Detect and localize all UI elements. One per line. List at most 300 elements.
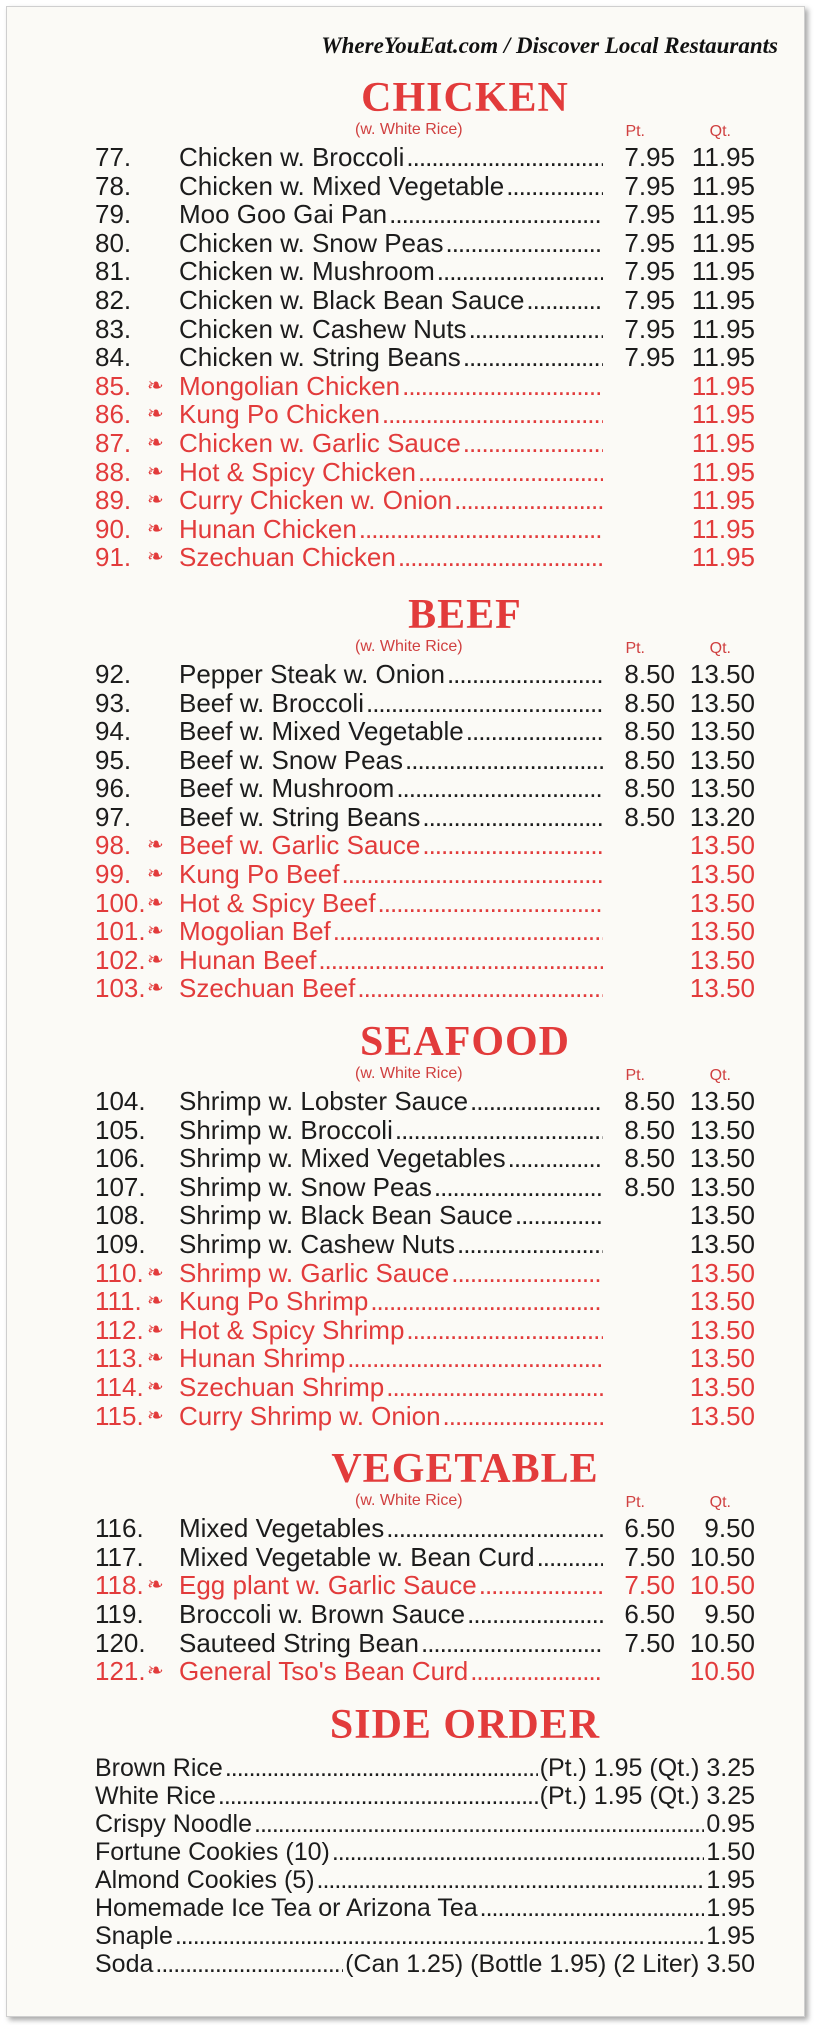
item-name: Almond Cookies (5)	[95, 1865, 315, 1894]
menu-item	[95, 1600, 755, 1629]
leader-dots	[406, 143, 603, 172]
chili-pepper-icon: ❧	[147, 489, 164, 512]
section-title: CHICKEN	[361, 75, 569, 121]
item-price: (Pt.) 1.95 (Qt.) 3.25	[539, 1781, 755, 1810]
leader-dots	[359, 515, 603, 544]
leader-dots	[402, 372, 603, 401]
leader-dots	[463, 343, 603, 372]
leader-dots	[422, 831, 603, 860]
item-number	[95, 974, 179, 1003]
quart-price: 11.95	[691, 199, 755, 230]
item-name: Beef w. String Beans	[179, 801, 421, 832]
quart-price: 11.95	[691, 513, 755, 544]
vegetable-section	[95, 1446, 755, 1686]
quart-price: 10.50	[689, 1541, 755, 1572]
item-number-text: 103.	[95, 973, 146, 1004]
item-name: Mixed Vegetable w. Bean Curd	[179, 1541, 535, 1572]
item-number-text: 85.	[95, 370, 132, 401]
leader-dots	[480, 1894, 705, 1922]
menu-item	[95, 1316, 755, 1345]
leader-dots	[418, 458, 603, 487]
item-name: Szechuan Beef	[179, 973, 356, 1004]
leader-dots	[466, 717, 603, 746]
side-order-item	[95, 1782, 755, 1810]
quart-price: 13.50	[689, 1143, 755, 1174]
quart-price: 13.50	[689, 1171, 755, 1202]
item-number	[95, 774, 179, 803]
item-name: Pepper Steak w. Onion	[179, 658, 445, 689]
leader-dots	[386, 1514, 603, 1543]
side-order-item	[95, 1922, 755, 1950]
menu-item	[95, 515, 755, 544]
beef-section	[95, 592, 755, 1003]
section-spacer	[95, 1686, 755, 1702]
section-subheader	[95, 1065, 755, 1087]
leader-dots	[395, 1116, 603, 1145]
item-number-text: 87.	[95, 427, 132, 458]
quart-price: 13.20	[689, 801, 755, 832]
item-number-text: 104.	[95, 1086, 146, 1117]
item-number-text: 88.	[95, 456, 132, 487]
menu-item	[95, 143, 755, 172]
quart-price: 13.50	[689, 773, 755, 804]
menu-item	[95, 543, 755, 572]
item-number-text: 80.	[95, 227, 132, 258]
item-number-text: 120.	[95, 1627, 146, 1658]
item-number-text: 91.	[95, 542, 132, 573]
side-order-item	[95, 1894, 755, 1922]
item-name: Beef w. Snow Peas	[179, 744, 404, 775]
item-name: Moo Goo Gai Pan	[179, 199, 388, 230]
chili-pepper-icon: ❧	[147, 1318, 164, 1341]
item-number	[95, 660, 179, 689]
item-number	[95, 1629, 179, 1658]
pint-column-label: Pt.	[625, 123, 645, 140]
menu-item	[95, 1571, 755, 1600]
menu-item	[95, 1230, 755, 1259]
leader-dots	[333, 917, 603, 946]
leader-dots	[537, 1543, 603, 1572]
side-order-item	[95, 1866, 755, 1894]
item-name: Beef w. Mixed Vegetable	[179, 716, 464, 747]
item-number	[95, 1230, 179, 1259]
menu-item	[95, 1087, 755, 1116]
item-number-text: 95.	[95, 744, 132, 775]
leader-dots	[225, 1754, 538, 1782]
quart-price: 13.50	[689, 658, 755, 689]
menu-item	[95, 429, 755, 458]
item-number	[95, 315, 179, 344]
item-name: Hot & Spicy Chicken	[179, 456, 416, 487]
item-name: Fortune Cookies (10)	[95, 1837, 330, 1866]
section-note: (w. White Rice)	[355, 121, 463, 138]
item-name: Szechuan Chicken	[179, 542, 396, 573]
item-name: Hot & Spicy Beef	[179, 887, 376, 918]
item-name: Chicken w. Black Bean Sauce	[179, 284, 525, 315]
menu-item	[95, 372, 755, 401]
quart-column-label: Qt.	[709, 1494, 731, 1512]
section-title: SIDE ORDER	[329, 1701, 601, 1748]
quart-price: 11.95	[691, 542, 755, 573]
item-number-text: 107.	[95, 1171, 146, 1202]
item-number	[95, 543, 179, 572]
pint-price: 7.95	[624, 227, 675, 258]
item-number	[95, 172, 179, 201]
leader-dots	[443, 1402, 603, 1431]
quart-price: 11.95	[691, 399, 755, 430]
item-name: Hot & Spicy Shrimp	[179, 1314, 405, 1345]
leader-dots	[451, 1259, 603, 1288]
item-name: Chicken w. Snow Peas	[179, 227, 444, 258]
item-number	[95, 1514, 179, 1543]
chili-pepper-icon: ❧	[147, 1290, 164, 1313]
item-name: Shrimp w. Snow Peas	[179, 1171, 432, 1202]
item-number-text: 113.	[95, 1343, 144, 1374]
quart-price: 13.50	[689, 916, 755, 947]
item-number-text: 102.	[95, 944, 146, 975]
quart-column-label: Qt.	[709, 1067, 731, 1085]
item-price: 0.95	[706, 1809, 755, 1838]
item-name: Curry Chicken w. Onion	[179, 485, 453, 516]
quart-price: 13.50	[689, 1200, 755, 1231]
item-number	[95, 860, 179, 889]
leader-dots	[515, 1201, 603, 1230]
menu-content	[95, 75, 755, 1978]
menu-item	[95, 1259, 755, 1288]
item-name: Chicken w. String Beans	[179, 342, 461, 373]
item-number-text: 109.	[95, 1229, 146, 1259]
item-name: Shrimp w. Cashew Nuts	[179, 1229, 455, 1259]
quart-price: 13.50	[689, 1371, 755, 1402]
menu-item	[95, 1657, 755, 1686]
menu-item	[95, 689, 755, 718]
chili-pepper-icon: ❧	[147, 546, 164, 569]
item-number	[95, 1173, 179, 1202]
item-number	[95, 143, 179, 172]
leader-dots	[479, 1571, 603, 1600]
item-name: Broccoli w. Brown Sauce	[179, 1598, 466, 1629]
leader-dots	[469, 315, 603, 344]
quart-price: 13.50	[689, 1286, 755, 1317]
item-number-text: 116.	[95, 1513, 144, 1544]
pint-price: 8.50	[624, 687, 675, 718]
site-banner[interactable]: WhereYouEat.com / Discover Local Restaurants	[321, 33, 778, 58]
quart-price: 13.50	[689, 944, 755, 975]
quart-price: 13.50	[689, 1086, 755, 1117]
quart-price: 10.50	[689, 1627, 755, 1658]
quart-price: 10.50	[689, 1570, 755, 1601]
menu-item	[95, 774, 755, 803]
section-title: VEGETABLE	[331, 1446, 599, 1493]
item-number	[95, 1316, 179, 1345]
quart-price: 13.50	[689, 1114, 755, 1145]
quart-price: 10.50	[689, 1656, 755, 1687]
pint-price: 8.50	[624, 1143, 675, 1174]
menu-item	[95, 660, 755, 689]
leader-dots	[457, 1230, 603, 1259]
item-number-text: 90.	[95, 513, 132, 544]
pint-price: 7.95	[624, 170, 675, 201]
section-spacer	[95, 1430, 755, 1446]
chili-pepper-icon: ❧	[147, 920, 164, 943]
quart-price: 11.95	[691, 370, 755, 401]
menu-item	[95, 400, 755, 429]
pint-price: 8.50	[624, 1086, 675, 1117]
section-subheader	[95, 121, 755, 143]
leader-dots	[470, 1087, 603, 1116]
item-name: Beef w. Garlic Sauce	[179, 830, 421, 861]
pint-price: 7.50	[624, 1627, 675, 1658]
item-number-text: 79.	[95, 199, 132, 230]
menu-item	[95, 860, 755, 889]
item-name: Beef w. Mushroom	[179, 773, 395, 804]
item-number-text: 83.	[95, 313, 132, 344]
pint-column-label: Pt.	[625, 639, 645, 657]
quart-price: 13.50	[689, 859, 755, 890]
item-number-text: 97.	[95, 801, 132, 832]
item-number-text: 118.	[95, 1570, 144, 1601]
menu-item	[95, 172, 755, 201]
item-number	[95, 286, 179, 315]
leader-dots	[386, 1373, 603, 1402]
leader-dots	[406, 1316, 603, 1345]
chili-pepper-icon: ❧	[147, 948, 164, 971]
chili-pepper-icon: ❧	[147, 1261, 164, 1284]
item-number-text: 94.	[95, 716, 132, 747]
item-number	[95, 400, 179, 429]
section-subheader	[95, 638, 755, 660]
quart-price: 11.95	[691, 256, 755, 287]
leader-dots	[366, 689, 603, 718]
section-spacer	[95, 572, 755, 592]
menu-item	[95, 1116, 755, 1145]
item-name: Chicken w. Cashew Nuts	[179, 313, 467, 344]
quart-price: 11.95	[691, 427, 755, 458]
chili-pepper-icon: ❧	[147, 1347, 164, 1370]
quart-price: 13.50	[689, 716, 755, 747]
item-name: Chicken w. Garlic Sauce	[179, 427, 461, 458]
pint-price: 7.95	[624, 342, 675, 373]
item-number-text: 111.	[95, 1286, 142, 1317]
item-price: (Pt.) 1.95 (Qt.) 3.25	[539, 1753, 755, 1782]
seafood-section	[95, 1019, 755, 1430]
leader-dots	[422, 803, 603, 832]
menu-item	[95, 1344, 755, 1373]
menu-item	[95, 229, 755, 258]
pint-price: 7.50	[624, 1570, 675, 1601]
item-number-text: 121.	[95, 1656, 146, 1687]
leader-dots	[155, 1950, 343, 1978]
item-price: (Can 1.25) (Bottle 1.95) (2 Liter) 3.50	[345, 1949, 755, 1978]
quart-column-label: Qt.	[709, 639, 731, 657]
item-number	[95, 429, 179, 458]
chili-pepper-icon: ❧	[147, 1375, 164, 1398]
leader-dots	[347, 1344, 603, 1373]
menu-item	[95, 1173, 755, 1202]
item-name: Hunan Beef	[179, 944, 317, 975]
item-name: Kung Po Beef	[179, 859, 340, 890]
item-name: Homemade Ice Tea or Arizona Tea	[95, 1893, 478, 1922]
pint-price: 7.95	[624, 313, 675, 344]
item-name: Egg plant w. Garlic Sauce	[179, 1570, 477, 1601]
leader-dots	[378, 889, 603, 918]
pint-column-label: Pt.	[625, 1067, 645, 1085]
side-order-list	[95, 1754, 755, 1978]
menu-item	[95, 1144, 755, 1173]
item-number	[95, 831, 179, 860]
section-spacer	[95, 1003, 755, 1019]
menu-item	[95, 717, 755, 746]
leader-dots	[467, 1600, 603, 1629]
leader-dots	[396, 774, 603, 803]
quart-price: 11.95	[691, 284, 755, 315]
item-price: 1.95	[706, 1921, 755, 1950]
leader-dots	[506, 172, 603, 201]
side-order-item	[95, 1950, 755, 1978]
item-name: Kung Po Chicken	[179, 399, 380, 430]
item-number	[95, 1344, 179, 1373]
chili-pepper-icon: ❧	[147, 374, 164, 397]
item-number-text: 110.	[95, 1257, 144, 1288]
item-number	[95, 1144, 179, 1173]
pint-price: 8.50	[624, 744, 675, 775]
quart-price: 11.95	[691, 227, 755, 258]
menu-item	[95, 486, 755, 515]
item-number	[95, 946, 179, 975]
item-number	[95, 1373, 179, 1402]
pint-price: 8.50	[624, 801, 675, 832]
item-number	[95, 1287, 179, 1316]
chili-pepper-icon: ❧	[147, 1574, 164, 1597]
item-name: Mixed Vegetables	[179, 1513, 385, 1544]
item-number-text: 119.	[95, 1598, 144, 1629]
chili-pepper-icon: ❧	[147, 1404, 164, 1427]
chili-pepper-icon: ❧	[147, 517, 164, 540]
item-name: White Rice	[95, 1781, 216, 1810]
section-note: (w. White Rice)	[355, 1065, 463, 1083]
leader-dots	[389, 200, 603, 229]
menu-item	[95, 1201, 755, 1230]
quart-price: 13.50	[689, 1257, 755, 1288]
pint-price: 8.50	[624, 1114, 675, 1145]
pint-price: 7.50	[624, 1541, 675, 1572]
leader-dots	[445, 229, 603, 258]
menu-item	[95, 974, 755, 1003]
menu-item	[95, 1514, 755, 1543]
leader-dots	[370, 1287, 603, 1316]
pint-column-label: Pt.	[625, 1494, 645, 1512]
leader-dots	[434, 1173, 603, 1202]
item-name: Chicken w. Broccoli	[179, 142, 405, 172]
item-name: Kung Po Shrimp	[179, 1286, 369, 1317]
item-number	[95, 458, 179, 487]
item-name: Shrimp w. Black Bean Sauce	[179, 1200, 513, 1231]
quart-price: 11.95	[691, 342, 755, 373]
item-number	[95, 343, 179, 372]
leader-dots	[218, 1782, 538, 1810]
menu-item	[95, 257, 755, 286]
menu-item	[95, 1287, 755, 1316]
section-note: (w. White Rice)	[355, 637, 463, 655]
quart-price: 9.50	[704, 1513, 755, 1544]
item-number	[95, 889, 179, 918]
item-number-text: 98.	[95, 830, 132, 861]
item-number-text: 89.	[95, 485, 132, 516]
leader-dots	[454, 486, 603, 515]
item-number-text: 81.	[95, 256, 132, 287]
quart-price: 13.50	[689, 973, 755, 1004]
item-number	[95, 1571, 179, 1600]
leader-dots	[508, 1144, 603, 1173]
item-number	[95, 257, 179, 286]
menu-item	[95, 889, 755, 918]
quart-price: 13.50	[689, 887, 755, 918]
chili-pepper-icon: ❧	[147, 863, 164, 886]
menu-item	[95, 200, 755, 229]
item-price: 1.95	[706, 1865, 755, 1894]
item-number	[95, 1543, 179, 1572]
item-number	[95, 1087, 179, 1116]
pint-price: 7.95	[624, 256, 675, 287]
leader-dots	[317, 1866, 705, 1894]
leader-dots	[332, 1838, 705, 1866]
item-number-text: 86.	[95, 399, 132, 430]
chili-pepper-icon: ❧	[147, 403, 164, 426]
chili-pepper-icon: ❧	[147, 977, 164, 1000]
item-number	[95, 689, 179, 718]
item-number-text: 99.	[95, 859, 132, 890]
item-price: 1.50	[706, 1837, 755, 1866]
section-title: BEEF	[408, 591, 522, 638]
quart-price: 9.50	[704, 1598, 755, 1629]
section-note: (w. White Rice)	[355, 1492, 463, 1510]
item-name: Snaple	[95, 1921, 173, 1950]
item-name: Shrimp w. Lobster Sauce	[179, 1086, 469, 1117]
chili-pepper-icon: ❧	[147, 1660, 164, 1683]
menu-item	[95, 803, 755, 832]
leader-dots	[382, 400, 603, 429]
menu-item	[95, 286, 755, 315]
item-price: 1.95	[706, 1893, 755, 1922]
pint-price: 7.95	[624, 142, 675, 172]
pint-price: 7.95	[624, 284, 675, 315]
item-name: Szechuan Shrimp	[179, 1371, 385, 1402]
item-name: Soda	[95, 1949, 154, 1978]
section-subheader	[95, 1492, 755, 1514]
pint-price: 6.50	[624, 1513, 675, 1544]
item-name: Brown Rice	[95, 1753, 223, 1782]
section-title: SEAFOOD	[359, 1019, 571, 1066]
leader-dots	[447, 660, 603, 689]
quart-price: 13.50	[689, 1400, 755, 1431]
pint-price: 8.50	[624, 716, 675, 747]
menu-item	[95, 1402, 755, 1431]
item-number	[95, 1201, 179, 1230]
quart-price: 13.50	[689, 1229, 755, 1259]
item-number-text: 92.	[95, 658, 132, 689]
quart-price: 13.50	[689, 1314, 755, 1345]
quart-price: 13.50	[689, 1343, 755, 1374]
leader-dots	[254, 1810, 704, 1838]
item-number	[95, 1259, 179, 1288]
leader-dots	[341, 860, 603, 889]
item-name: Shrimp w. Garlic Sauce	[179, 1257, 450, 1288]
quart-price: 13.50	[689, 744, 755, 775]
item-number-text: 78.	[95, 170, 132, 201]
leader-dots	[318, 946, 603, 975]
chicken-section	[95, 75, 755, 572]
menu-item	[95, 343, 755, 372]
